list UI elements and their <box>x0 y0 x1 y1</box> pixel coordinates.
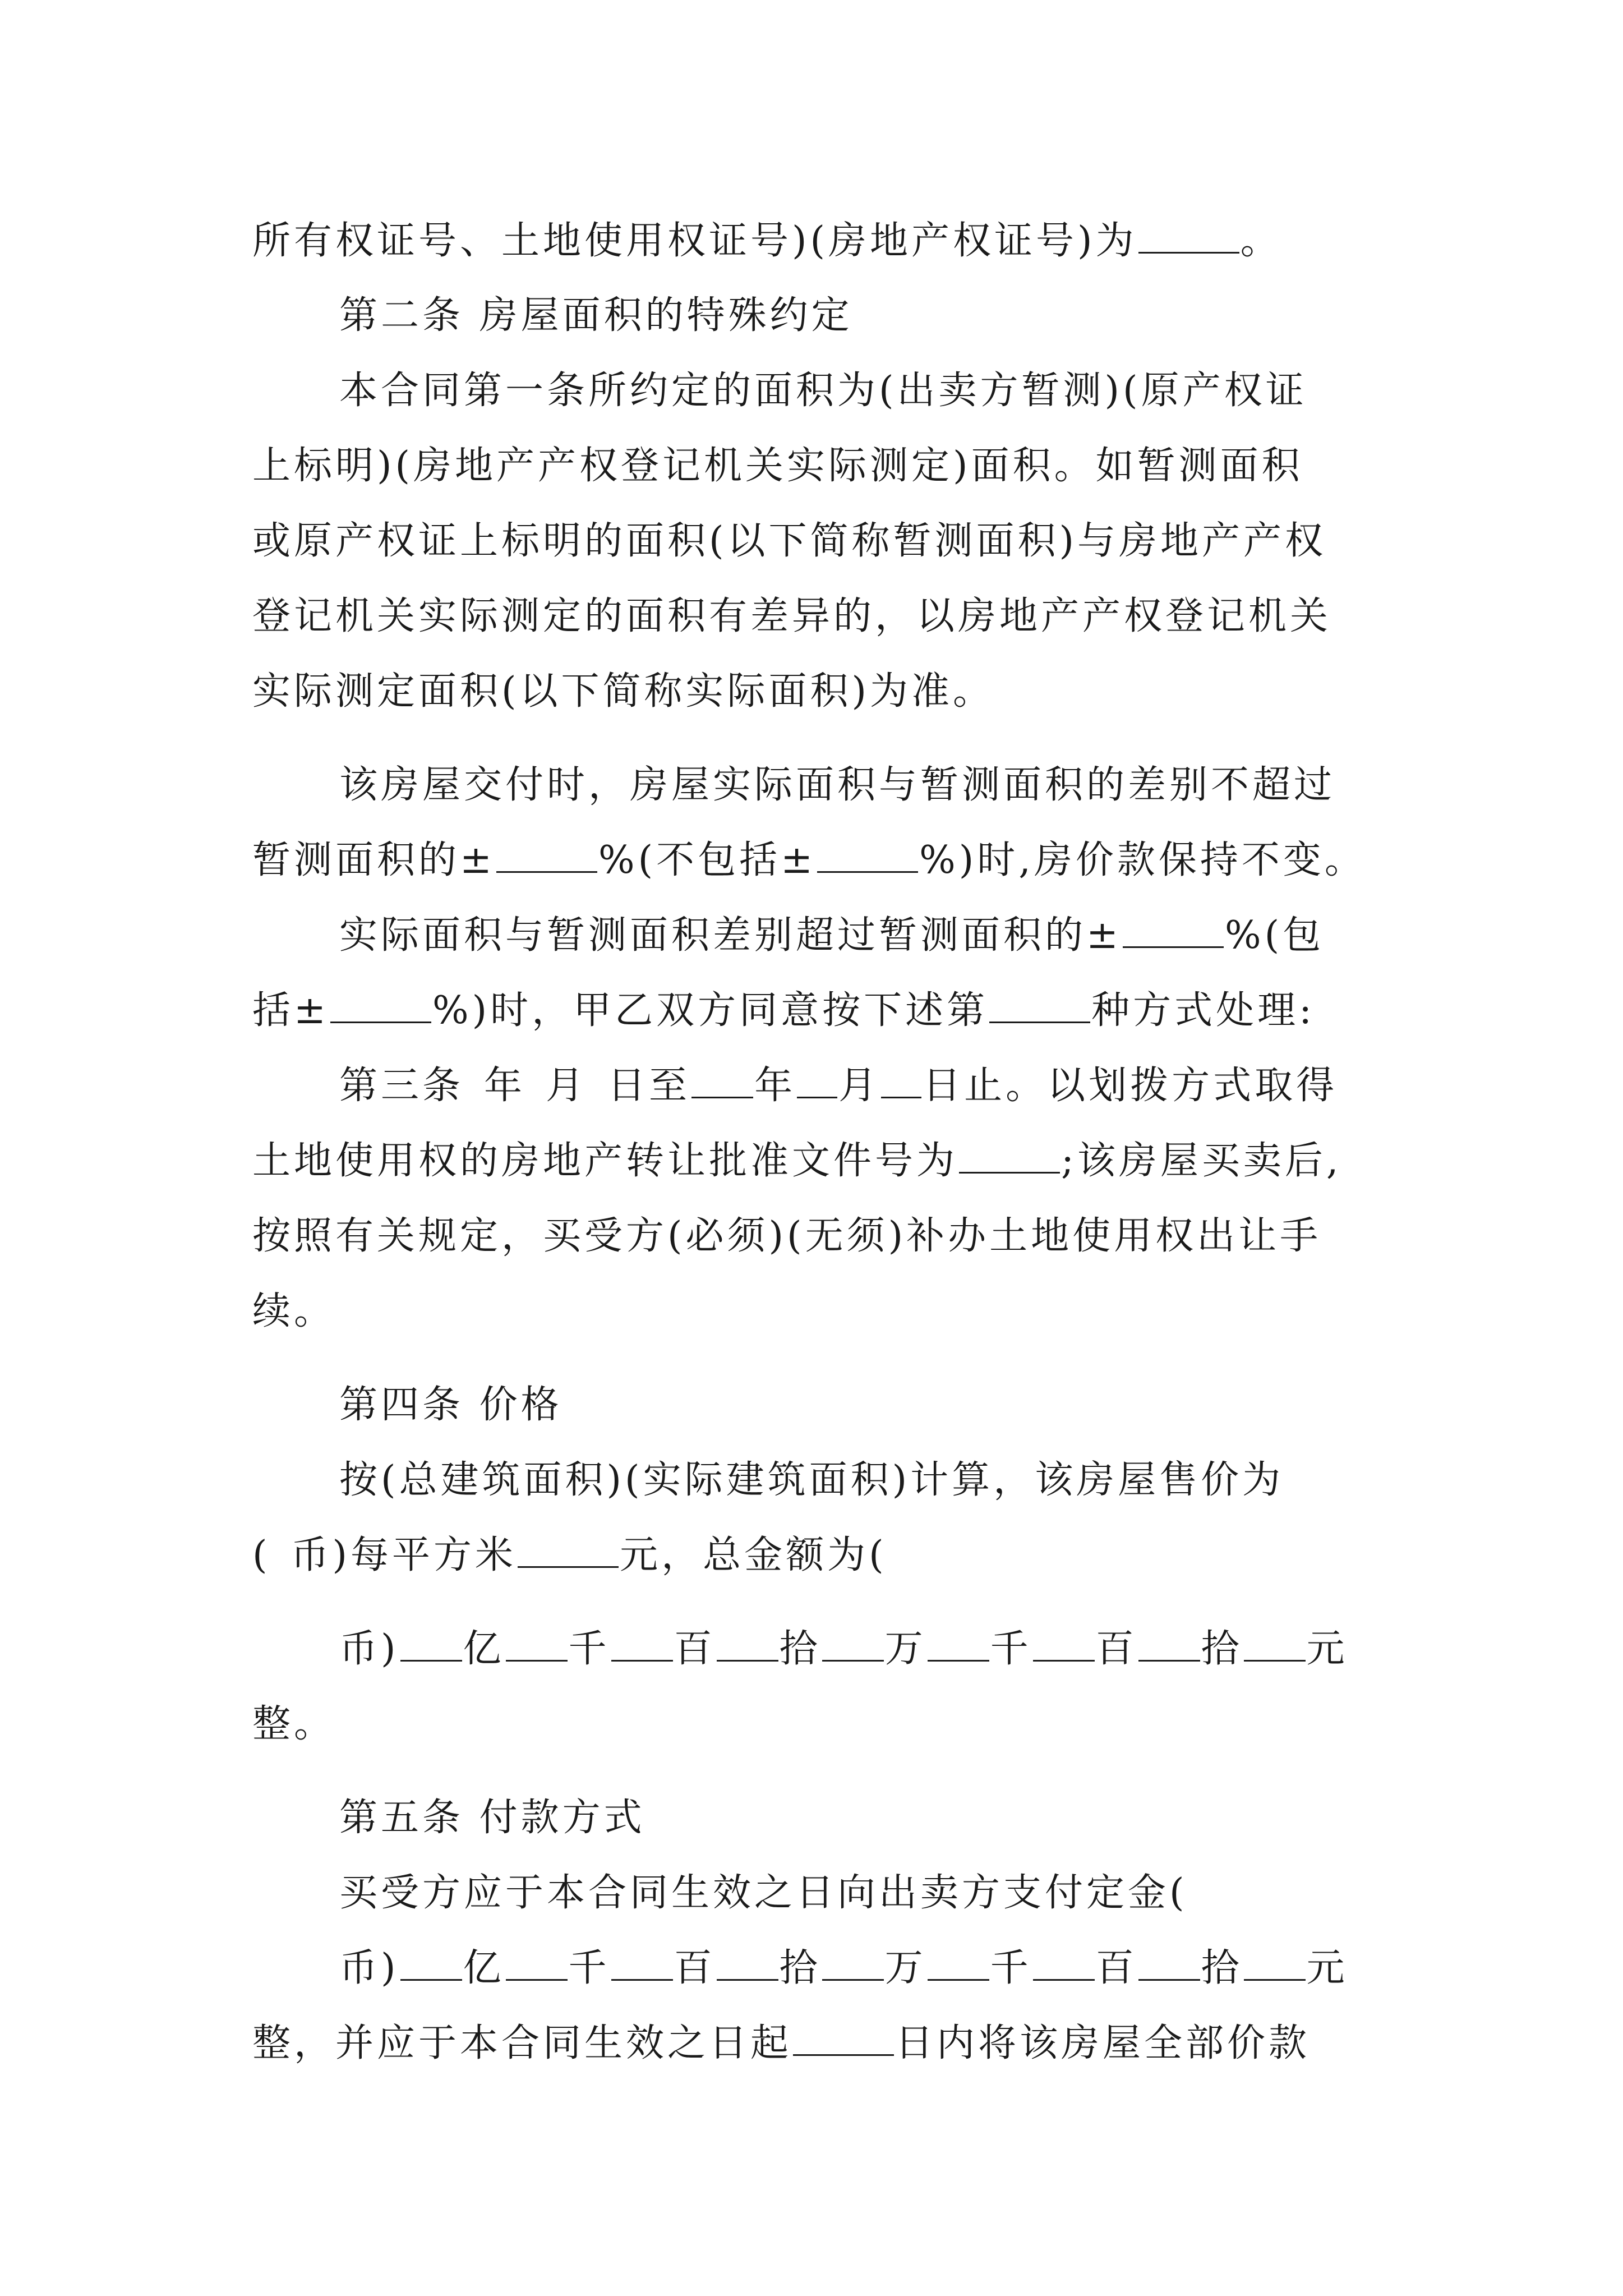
fill-blank[interactable] <box>400 1627 462 1662</box>
text-line-11 <box>252 986 1315 1036</box>
text-line-22 <box>339 1868 1188 1918</box>
line-text: 种方式处理: <box>1091 988 1316 1033</box>
line-text: 拾 <box>1201 1627 1243 1671</box>
line-text: 元 <box>1306 1627 1348 1671</box>
line-text: 第二条 房屋面积的特殊约定 <box>339 293 853 338</box>
line-text: 登记机关实际测定的面积有差异的，以房地产产权登记机关 <box>252 594 1332 638</box>
line-text: ( <box>252 1533 271 1577</box>
amount-line-2 <box>339 1943 1348 1994</box>
line-text: 百 <box>674 1946 716 1990</box>
line-text: %(不包括± <box>598 838 817 882</box>
line-text: 第四条 价格 <box>339 1383 562 1427</box>
fill-blank[interactable] <box>496 839 597 873</box>
text-line-15 <box>252 1286 335 1337</box>
line-text: 上标明)(房地产产权登记机关实际测定)面积。如暂测面积 <box>252 444 1303 488</box>
line-text: 拾 <box>779 1946 821 1990</box>
line-text: 百 <box>1095 1946 1137 1990</box>
line-text: 暂测面积的± <box>252 838 495 882</box>
line-text: 亿 <box>463 1946 505 1990</box>
line-text: 所有权证号、土地使用权证号)(房地产权证号)为 <box>252 219 1137 263</box>
line-text: 或原产权证上标明的面积(以下简称暂测面积)与房地产产权 <box>252 519 1327 563</box>
line-text: 整。 <box>252 1702 336 1746</box>
fill-blank[interactable] <box>1138 1627 1200 1662</box>
line-text: ;该房屋买卖后, <box>1061 1139 1342 1183</box>
line-text: 千 <box>568 1946 610 1990</box>
line-text: 该房屋交付时，房屋实际面积与暂测面积的差别不超过 <box>339 763 1336 807</box>
text-line-7 <box>252 666 994 717</box>
fill-blank[interactable] <box>1138 1947 1200 1981</box>
fill-blank[interactable] <box>928 1947 989 1981</box>
line-text: 月 <box>546 1064 588 1108</box>
fill-blank[interactable] <box>400 1947 462 1981</box>
line-text: 万 <box>884 1946 926 1990</box>
line-text: 币)每平方米 <box>291 1533 517 1577</box>
text-line-24 <box>252 2018 1310 2069</box>
fill-blank[interactable] <box>1123 914 1224 948</box>
line-text: 币) <box>339 1627 399 1671</box>
article-3-line <box>339 1061 1338 1111</box>
line-text: 元 <box>1306 1946 1348 1990</box>
fill-blank[interactable] <box>506 1627 568 1662</box>
article-4-heading <box>339 1380 562 1430</box>
line-text: 整，并应于本合同生效之日起 <box>252 2021 792 2065</box>
text-line-6 <box>252 591 1331 642</box>
line-text: 第三条 <box>339 1064 464 1108</box>
line-text: 万 <box>884 1627 926 1671</box>
line-text: %)时，甲乙双方同意按下述第 <box>432 988 989 1033</box>
line-text: 拾 <box>1201 1946 1243 1990</box>
line-text: 括± <box>252 988 329 1033</box>
line-text: 千 <box>568 1627 610 1671</box>
fill-blank[interactable] <box>1033 1947 1095 1981</box>
fill-blank[interactable] <box>611 1627 673 1662</box>
line-text: 百 <box>674 1627 716 1671</box>
fill-blank[interactable] <box>959 1139 1060 1174</box>
text-line-8 <box>339 760 1335 811</box>
text-line-18 <box>252 1530 887 1581</box>
line-text: 续。 <box>252 1289 336 1333</box>
text-line-1 <box>252 216 1282 266</box>
line-text: 币) <box>339 1946 399 1990</box>
text-line-14 <box>252 1211 1321 1262</box>
line-text: 百 <box>1095 1627 1137 1671</box>
fill-blank[interactable] <box>691 1064 753 1098</box>
line-text: 亿 <box>463 1627 505 1671</box>
fill-blank[interactable] <box>330 989 431 1023</box>
fill-blank[interactable] <box>928 1627 989 1662</box>
amount-line-1 <box>339 1624 1348 1674</box>
line-text: %(包 <box>1224 913 1325 958</box>
fill-blank[interactable] <box>611 1947 673 1981</box>
fill-blank[interactable] <box>717 1947 778 1981</box>
text-line-5 <box>252 516 1326 567</box>
fill-blank[interactable] <box>506 1947 568 1981</box>
line-text: 元，总金额为( <box>620 1533 887 1577</box>
fill-blank[interactable] <box>989 989 1090 1023</box>
text-line-9 <box>252 835 1366 886</box>
line-text: 按(总建筑面积)(实际建筑面积)计算，该房屋售价为 <box>339 1458 1284 1502</box>
fill-blank[interactable] <box>817 839 918 873</box>
text-line-4 <box>252 441 1303 491</box>
line-text: 千 <box>990 1627 1032 1671</box>
fill-blank[interactable] <box>1138 219 1239 254</box>
line-text: 本合同第一条所约定的面积为(出卖方暂测)(原产权证 <box>339 369 1307 413</box>
line-text: 。 <box>1240 219 1282 263</box>
line-text: %)时,房价款保持不变。 <box>919 838 1366 882</box>
text-line-13 <box>252 1136 1342 1186</box>
fill-blank[interactable] <box>1244 1947 1306 1981</box>
fill-blank[interactable] <box>822 1627 884 1662</box>
fill-blank[interactable] <box>797 1064 837 1098</box>
line-text: 日止。以划拨方式取得 <box>923 1064 1338 1108</box>
text-line-17 <box>339 1455 1284 1506</box>
text-line-3 <box>339 366 1307 416</box>
fill-blank[interactable] <box>518 1534 619 1568</box>
line-text: 实际面积与暂测面积差别超过暂测面积的± <box>339 913 1122 958</box>
line-text: 年 <box>484 1064 526 1108</box>
fill-blank[interactable] <box>881 1064 921 1098</box>
line-text: 实际测定面积(以下简称实际面积)为准。 <box>252 669 995 714</box>
article-2-heading <box>339 291 853 341</box>
line-text: 买受方应于本合同生效之日向出卖方支付定金( <box>339 1871 1188 1915</box>
text-line-20 <box>252 1699 335 1750</box>
line-text: 年 <box>754 1064 796 1108</box>
line-text: 土地使用权的房地产转让批准文件号为 <box>252 1139 958 1183</box>
text-line-10 <box>339 910 1324 961</box>
line-text: 拾 <box>779 1627 821 1671</box>
article-5-heading <box>339 1793 645 1843</box>
line-text: 月 <box>838 1064 880 1108</box>
fill-blank[interactable] <box>1033 1627 1095 1662</box>
fill-blank[interactable] <box>793 2022 894 2056</box>
line-text: 日内将该房屋全部价款 <box>895 2021 1311 2065</box>
line-text: 千 <box>990 1946 1032 1990</box>
fill-blank[interactable] <box>717 1627 778 1662</box>
line-text: 日至 <box>607 1064 691 1108</box>
line-text: 按照有关规定，买受方(必须)(无须)补办土地使用权出让手 <box>252 1214 1322 1258</box>
fill-blank[interactable] <box>1244 1627 1306 1662</box>
line-text: 第五条 付款方式 <box>339 1796 645 1840</box>
fill-blank[interactable] <box>822 1947 884 1981</box>
